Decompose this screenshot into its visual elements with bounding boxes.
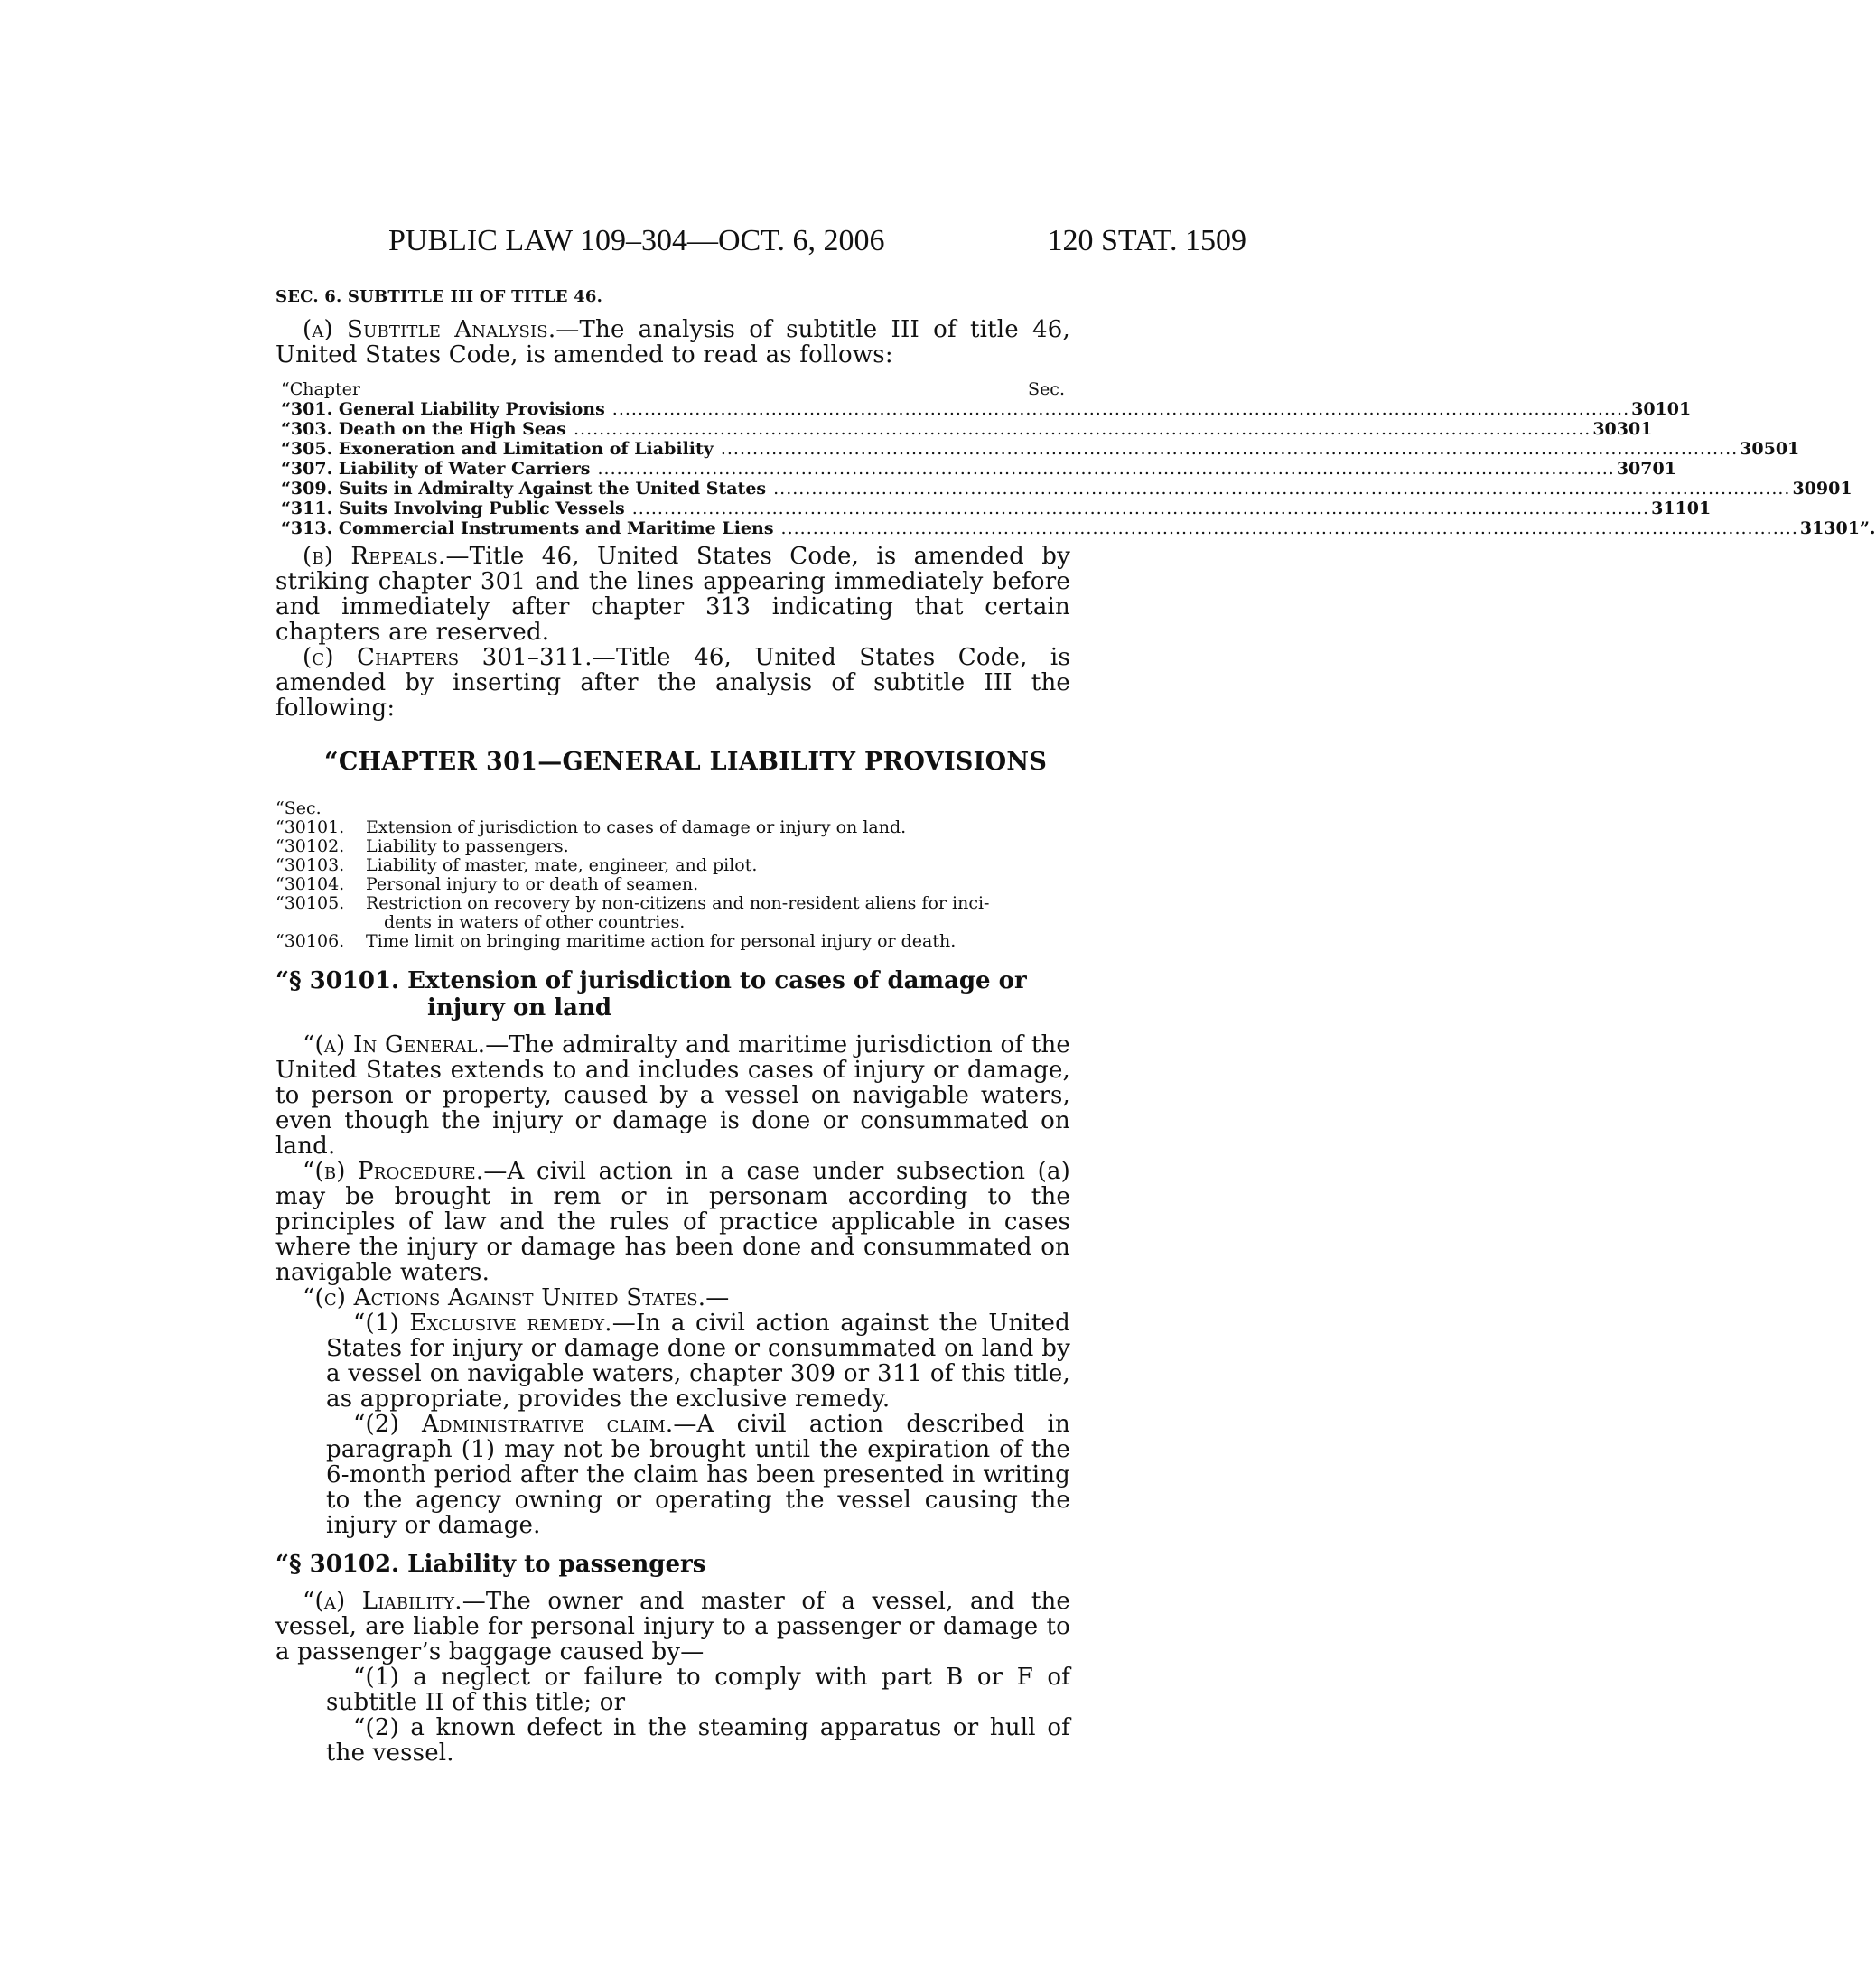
exclusive-remedy-text: —In a civil action against the United States for injury or damage done or consummated on land by a vessel on navigable waters, chapter 309 or 311 of this title, as appropriate, provides the exclusive remedy. [326,1310,1070,1413]
running-head [271,224,1246,260]
paragraph-exclusive-remedy [326,1311,1070,1412]
paragraph-item-1: “(1) a neglect or failure to comply with part B or F of subtitle II of this title; or [326,1664,1070,1716]
list-item-text: Liability of master, mate, engineer, and pilot. [366,855,758,875]
section-number: 30301 [1592,419,1653,439]
repeals-label: (b) Repeals. [303,543,446,570]
section-list [275,799,1070,951]
law-title: PUBLIC LAW 109–304—OCT. 6, 2006 [388,224,885,257]
list-item [275,856,1070,875]
chapter-label: “303. Death on the High Seas [281,419,566,439]
list-item [275,818,1070,837]
list-item [275,837,1070,856]
chapter-label: “301. General Liability Provisions [281,399,605,419]
table-row [281,479,1853,499]
chapter-table [281,379,1876,538]
leader-dots: ................................................................................................................................................................ [611,399,1630,419]
table-row [281,499,1712,518]
procedure-text: —A civil action in a case under subsection (a) may be brought in rem or in personam according to the principles of law and the rules of practice applicable in cases where the injury or damage has been done and consummated on navigable waters. [275,1158,1070,1286]
paragraph-procedure [275,1159,1070,1285]
leader-dots: ................................................................................................................................................................ [780,518,1798,538]
section-30102-title: “§ 30102. Liability to passengers [275,1551,706,1578]
list-item-number: “30102. [275,836,345,856]
in-general-label: “(a) In General. [303,1031,486,1059]
chapters-text: —Title 46, United States Code, is amended by inserting after the analysis of subtitle III the following: [275,644,1070,722]
leader-dots: ................................................................................................................................................................ [631,499,1650,518]
paragraph-administrative-claim [326,1412,1070,1538]
stat-citation: 120 STAT. 1509 [1047,224,1246,257]
chapter-column-label: “Chapter [281,379,360,399]
chapter-table-header [281,380,1065,399]
list-item-continuation: dents in waters of other countries. [384,912,686,932]
section-number: 30701 [1616,459,1676,479]
section-30101-title-line1: “§ 30101. Extension of jurisdiction to cases of damage or [275,967,1027,994]
list-item-text: Restriction on recovery by non-citizens and non-resident aliens for inci- [366,893,990,913]
leader-dots: ................................................................................................................................................................ [597,459,1615,479]
section-number: 30901 [1792,479,1853,499]
section-number: 30501 [1740,439,1800,459]
table-row [281,399,1692,419]
paragraph-actions-against-us [275,1285,1070,1311]
list-item-text: Extension of jurisdiction to cases of damage or injury on land. [366,817,907,837]
list-item-number: “30101. [275,817,345,837]
subtitle-analysis-label: (a) Subtitle Analysis. [303,316,556,343]
list-item-number: “30103. [275,855,345,875]
paragraph-liability [275,1589,1070,1665]
in-general-text: —The admiralty and maritime jurisdiction of the United States extends to and includes cases of injury or damage, to person or property, caused by a vessel on navigable waters, even though the injury or damage is done or consummated on land. [275,1031,1071,1160]
section-number: 30101 [1631,399,1692,419]
list-item [275,932,1070,951]
chapter-label: “309. Suits in Admiralty Against the United States [281,479,767,499]
paragraph-in-general [275,1032,1070,1159]
section-30101-title-line2: injury on land [427,994,612,1021]
section-list-head: “Sec. [275,798,322,818]
procedure-label: “(b) Procedure. [303,1158,484,1185]
list-item-number: “30106. [275,931,345,951]
paragraph-chapters [275,645,1070,721]
list-item [275,875,1070,894]
paragraph-repeals [275,544,1070,645]
table-row [281,518,1876,538]
leader-dots: ................................................................................................................................................................ [574,419,1591,439]
paragraph-subtitle-analysis [275,317,1070,368]
list-item-text: Liability to passengers. [366,836,569,856]
actions-label: “(c) Actions Against United States. [303,1284,706,1311]
section-number: 31301”. [1799,518,1876,538]
exclusive-remedy-label: “(1) Exclusive remedy. [353,1310,612,1337]
section-number: 31101 [1651,499,1712,518]
leader-dots: ................................................................................................................................................................ [773,479,1791,499]
section-30101-title [275,967,1070,1021]
chapter-label: “307. Liability of Water Carriers [281,459,591,479]
repeals-text: —Title 46, United States Code, is amended by striking chapter 301 and the lines appearing immediately before and immediately after chapter 313 indicating that certain chapters are reserved. [275,543,1070,646]
actions-text: — [705,1284,730,1311]
chapters-label: (c) Chapters 301–311. [303,644,593,671]
table-row [281,439,1800,459]
administrative-claim-text: —A civil action described in paragraph (1) may not be brought until the expiration of the 6-month period after the claim has been presented in writing to the agency owning or operating the vessel causing the injury or damage. [326,1411,1070,1539]
paragraph-item-2: “(2) a known defect in the steaming apparatus or hull of the vessel. [326,1714,1070,1767]
list-item [275,894,1070,913]
chapter-title: “CHAPTER 301—GENERAL LIABILITY PROVISIONS [324,748,1048,776]
list-item-number: “30104. [275,874,345,894]
liability-text: —The owner and master of a vessel, and the vessel, are liable for personal injury to a passenger or damage to a passenger’s baggage caused by— [275,1588,1070,1665]
document-body [275,287,1876,1767]
list-item-text: Personal injury to or death of seamen. [366,874,699,894]
subtitle-analysis-text: —The analysis of subtitle III of title 46, United States Code, is amended to read as follows: [275,316,1070,368]
leader-dots: ................................................................................................................................................................ [720,439,1739,459]
chapter-label: “305. Exoneration and Limitation of Liability [281,439,714,459]
liability-label: “(a) Liability. [303,1588,462,1615]
sec-column-label: Sec. [1028,379,1065,399]
section-heading: SEC. 6. SUBTITLE III OF TITLE 46. [275,287,603,306]
chapter-label: “313. Commercial Instruments and Maritime Liens [281,518,774,538]
administrative-claim-label: “(2) Administrative claim. [353,1411,674,1438]
chapter-label: “311. Suits Involving Public Vessels [281,499,625,518]
list-item-number: “30105. [275,893,345,913]
table-row [281,459,1676,479]
table-row [281,419,1653,439]
list-item-text: Time limit on bringing maritime action for personal injury or death. [366,931,957,951]
